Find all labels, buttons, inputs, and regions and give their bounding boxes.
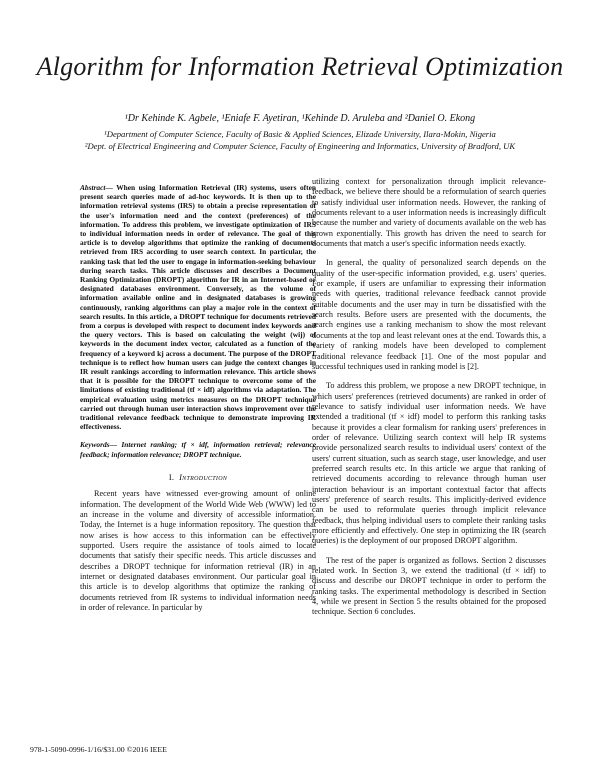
left-column [80,183,316,622]
affiliation-1: ¹Department of Computer Science, Faculty of Basic & Applied Sciences, Elizade University, Ilara-Mokin, Nigeria [104,129,496,139]
intro-paragraph-1: Recent years have witnessed ever-growing amount of online information. The development of the World Wide Web (WWW) led to an increase in the volume and diversity of accessible information. Today, the Internet is a huge information repository. The question that now arises is how access to this information can be effectively supported. Users require the assistance of tools aimed to locate documents that satisfy their specific needs. This article discusses and describes a DROPT technique for information retrieval (IR) in an internet or designated databases environment. Our particular goal in this article is to develop algorithms that optimize the ranking of documents retrieved from IR systems to individual information needs in order of relevance. In particular by [80,489,316,613]
right-column [312,177,546,627]
abstract-lead: Abstract— [80,183,113,192]
author-list: ¹Dr Kehinde K. Agbele, ¹Eniafe F. Ayetiran, ¹Kehinde D. Aruleba and ²Daniel O. Ekong [124,113,476,124]
right-paragraph-1: utilizing context for personalization through implicit relevance-feedback, we believe there should be a reformulation of search queries to satisfy individual user information needs. However, the ranking of documents relevant to a user information needs is increasingly difficult because the number and variety of documents available on the web has grown exponentially. This growth has driven the need to search for documents that match a user's specific information needs exactly. [312,177,546,249]
right-paragraph-3: To address this problem, we propose a new DROPT technique, in which users' preferences (retrieved documents) are ranked in order of relevance to satisfy individual user information needs. We have extended a traditional (tf × idf) model to perform this ranking tasks because it provides a clear formalism for ranking users' preferences in order of relevance. Utilizing search context will help IR systems provide personalized search results to individual users' context of the users' current situation, such as search stage, user knowledge, and user preferred search results etc. In this article we argue that ranking of retrieved documents according to relevance through human user interaction behaviour is an important contextual factor that affects users' preference of search results. This implicitly-derived evidence can be used to reformulate queries through implicit relevance feedback, thus helping individual users to complete their ranking tasks more efficiently and effectively. One step in optimizing the IR (search queries) is the deployment of our proposed DROPT algorithm. [312,381,546,546]
abstract-body: When using Information Retrieval (IR) systems, users often present search queries made of ad-hoc keywords. It is then up to the information retrieval systems (IRS) to obtain a precise representation of the user's information need and the context (preferences) of the information. To address this problem, we investigate optimization of IRS to individual information needs in order of relevance. The goal of this article is to develop algorithms that optimize the ranking of documents retrieved from IRS according to user search context. In particular, the ranking task that led the user to engage in information-seeking behaviour during search tasks. This article discusses and describes a Document Ranking Optimization (DROPT) algorithm for IR in an Internet-based or designated databases environment. Conversely, as the volume of information available online and in designated databases is growing continuously, ranking algorithms can play a major role in the context of search results. In this article, a DROPT technique for documents retrieved from a corpus is developed with respect to document index keywords and the query vectors. This is based on calculating the weight (wij) of keywords in the document index vector, calculated as a function of the frequency of a keyword kj across a document. The purpose of the DROPT technique is to reflect how human users can judge the context changes in IR result rankings according to information relevance. This article shows that it is possible for the DROPT technique to overcome some of the limitations of existing traditional (tf × idf) algorithms via adaptation. The empirical evaluation using metrics measures on the DROPT technique carried out through human user interaction shows improvement over the traditional relevance feedback technique to demonstrate improving IR effectiveness. [80,183,316,432]
copyright-footer: 978-1-5090-0996-1/16/$31.00 ©2016 IEEE [30,745,167,754]
right-paragraph-4: The rest of the paper is organized as follows. Section 2 discusses related work. In Section 3, we extend the traditional (tf × idf) to discuss and describe our DROPT technique in order to perform the ranking tasks. The experimental methodology is described in Section 4, while we present in Section 5 the results obtained for the proposed technique. Section 6 concludes. [312,555,546,617]
section-heading-introduction [80,473,316,483]
paper-title: Algorithm for Information Retrieval Optimization [36,52,564,81]
keywords: Keywords— Internet ranking; tf × idf, information retrieval; relevance feedback; information relevance; DROPT technique. [80,440,316,459]
right-paragraph-2: In general, the quality of personalized search depends on the quality of the user-specific information provided, e.g. users' queries. For example, if users are unfamiliar to expressing their information needs with queries, traditional relevance feedback cannot provide suitable documents and the user may in turn be dissatisfied with the search results. Before users are presented with the documents, the search engines use a ranking mechanism to show the most relevant documents at the top and least relevant ones at the end. Towards this, a variety of ranking models have been developed to complement traditional relevance feedback [1]. One of the most popular and successful techniques used in ranking model is [2]. [312,258,546,371]
section-number: I. [168,472,175,482]
section-title: Introduction [179,472,228,482]
affiliation-2: ²Dept. of Electrical Engineering and Computer Science, Faculty of Engineering and Informatics, University of Bradford, UK [84,141,516,151]
abstract [80,183,316,431]
